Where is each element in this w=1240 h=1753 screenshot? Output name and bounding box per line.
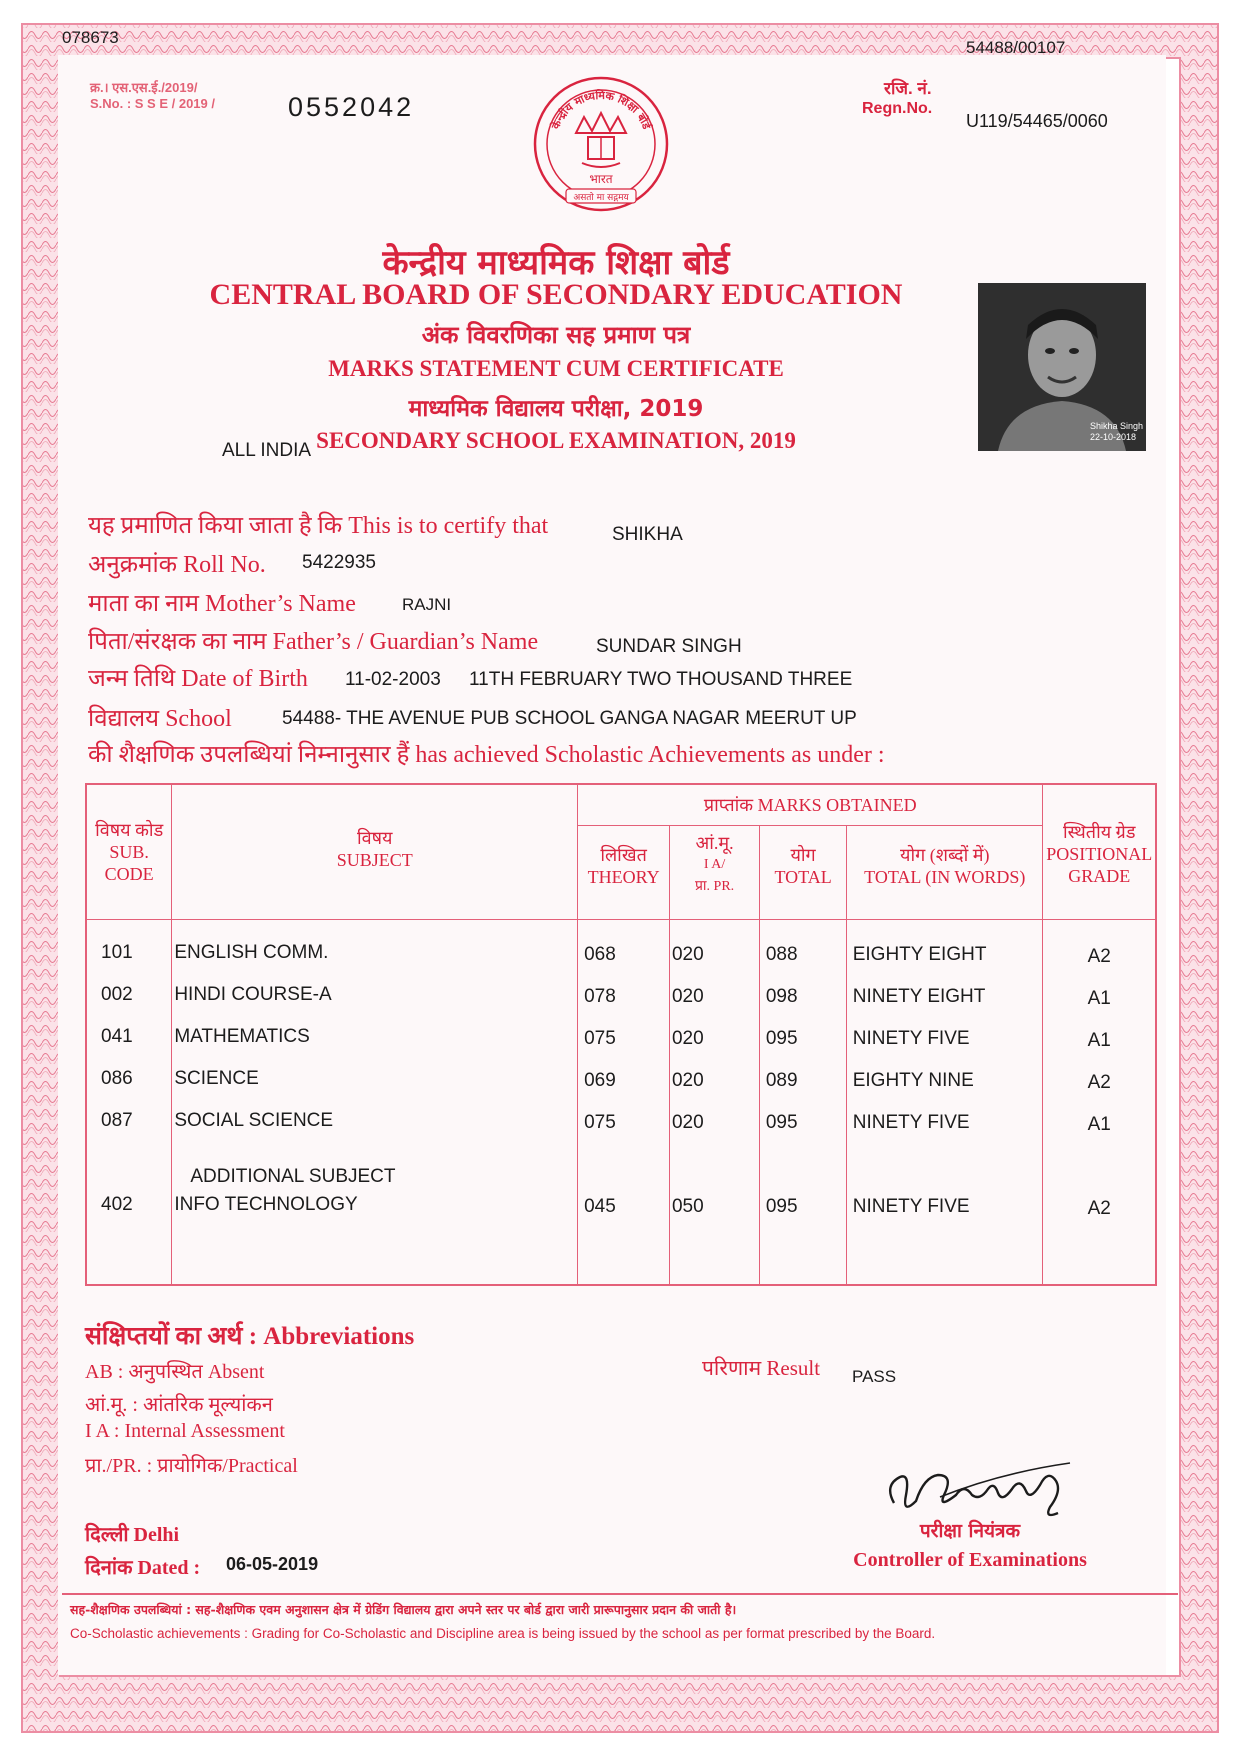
col-ia-header [670,826,760,919]
theory-cell: 045 [584,1196,616,1217]
theory-cell: 078 [584,986,616,1007]
total-cell: 088 [765,944,798,965]
col-total-hi: योग [790,845,816,865]
ia-cell: 020 [671,944,704,965]
subjects-column [172,920,578,1286]
col-theory-en: THEORY [587,867,660,887]
col-words-hi: योग (शब्दों में) [900,845,990,865]
col-code-en2: CODE [104,864,154,884]
exam-name-en: SECONDARY SCHOOL EXAMINATION, 2019 [316,428,796,453]
total-cell: 089 [765,1070,798,1091]
board-name-en: CENTRAL BOARD OF SECONDARY EDUCATION [209,278,903,311]
col-grade-en1: POSITIONAL [1046,844,1153,864]
theory-column [578,920,670,1286]
words-cell: NINETY EIGHT [852,986,986,1007]
grade-column [1043,920,1156,1286]
col-grade-header [1043,784,1156,920]
sno-value: 0552042 [288,92,415,122]
regn-label-en: Regn.No. [862,100,933,117]
sno-label-en: S.No. : S S E / 2019 / [90,96,215,111]
table-header [86,784,1156,920]
svg-text:केन्द्रीय माध्यमिक शिक्षा बोर् [548,88,655,132]
seal-country: भारत [589,172,613,186]
result-value: PASS [852,1367,897,1386]
col-grade-en2: GRADE [1068,866,1131,886]
grade-cell: A1 [1087,1114,1111,1135]
region: ALL INDIA [222,440,312,461]
photo-caption-date: 22-10-2018 [1090,432,1137,442]
col-code-en1: SUB. [109,842,149,862]
certify-label: यह प्रमाणित किया जाता है कि This is to certify that [88,513,549,539]
col-theory-hi: लिखित [600,845,647,865]
subject-cell: HINDI COURSE-A [174,984,332,1005]
words-cell: NINETY FIVE [852,1028,970,1049]
col-ia-pr: प्रा. PR. [694,879,735,894]
ia-cell: 050 [671,1196,704,1217]
regn-label-hi: रजि. नं. [884,79,932,98]
ia-cell: 020 [671,1070,704,1091]
table-body-row [86,920,1156,1286]
col-subject-header [172,784,578,920]
controller-title-en: Controller of Examinations [853,1549,1087,1571]
controller-title-hi: परीक्षा नियंत्रक [919,1520,1021,1542]
subject-cell: SCIENCE [174,1068,259,1089]
dob-value: 11-02-2003 [345,669,441,690]
ia-cell: 020 [671,986,704,1007]
col-ia-hi: आं.मू. [695,833,734,853]
subject-cell: INFO TECHNOLOGY [174,1194,358,1215]
code-cell: 101 [101,942,133,963]
subject-cell: SOCIAL SCIENCE [174,1110,334,1131]
abbrev-line-2: आं.मू. : आंतरिक मूल्यांकन [85,1394,273,1416]
abbrev-title: संक्षिप्तयों का अर्थ : Abbreviations [85,1323,415,1350]
total-cell: 098 [765,986,798,1007]
marks-obtained-label: प्राप्तांक MARKS OBTAINED [578,785,1042,826]
grade-cell: A2 [1087,1198,1111,1219]
place: दिल्ली Delhi [85,1524,180,1546]
grade-cell: A2 [1087,946,1111,967]
grade-cell: A2 [1087,1072,1111,1093]
abbrev-line-3: I A : Internal Assessment [85,1420,285,1442]
achieved-label: की शैक्षणिक उपलब्धियां निम्नानुसार हैं has achieved Scholastic Achievements as under : [88,742,885,768]
ia-column [669,920,759,1286]
sno-label-hi: क्र.। एस.एस.ई./2019/ [90,80,198,95]
seal-motto: असतो मा सद्गमय [573,193,629,203]
cert-title-hi: अंक विवरणिका सह प्रमाण पत्र [421,321,691,349]
theory-cell: 075 [584,1028,616,1049]
total-cell: 095 [765,1112,798,1133]
col-words-header [847,826,1042,919]
cbse-seal [532,75,670,213]
codes-column [86,920,172,1286]
code-cell: 002 [101,984,133,1005]
serial-top-right: 54488/00107 [966,38,1066,57]
abbrev-line-1: AB : अनुपस्थित Absent [85,1361,265,1383]
code-cell: 087 [101,1110,133,1131]
subject-cell: MATHEMATICS [174,1026,310,1047]
col-ia-en: I A/ [703,857,726,872]
dated-label: दिनांक Dated : [85,1557,201,1579]
col-subject-hi: विषय [356,828,393,848]
regn-value: U119/54465/0060 [966,111,1108,131]
col-code-hi: विषय कोड [95,820,164,840]
school-label: विद्यालय School [88,706,232,732]
abbrev-line-4: प्रा./PR. : प्रायोगिक/Practical [85,1455,298,1477]
dob-words: 11TH FEBRUARY TWO THOUSAND THREE [469,669,853,690]
footer-note-hi: सह-शैक्षणिक उपलब्धियां : सह-शैक्षणिक एवम अनुशासन क्षेत्र में ग्रेडिंग विद्यालय द्वारा अपने स्तर पर बोर्ड द्वारा जारी प्रारूपानुसार प्रदान की जाती है। [70,1602,737,1617]
candidate-photo [978,283,1146,451]
col-total-header [760,826,847,919]
grade-cell: A1 [1087,1030,1111,1051]
theory-cell: 075 [584,1112,616,1133]
words-cell: NINETY FIVE [852,1112,970,1133]
dob-label: जन्म तिथि Date of Birth [88,666,308,692]
roll-label: अनुक्रमांक Roll No. [88,552,266,578]
code-cell: 086 [101,1068,133,1089]
total-column [759,920,846,1286]
total-cell: 095 [765,1028,798,1049]
ia-cell: 020 [671,1112,704,1133]
col-subject-en: SUBJECT [336,850,413,870]
col-words-en: TOTAL (IN WORDS) [864,867,1026,887]
board-name-hi: केन्द्रीय माध्यमिक शिक्षा बोर्ड [382,243,730,283]
serial-top-left: 078673 [62,28,119,47]
words-cell: EIGHTY NINE [852,1070,974,1091]
col-code-header [86,784,172,920]
marks-table [85,783,1157,1286]
seal-top-text: केन्द्रीय माध्यमिक शिक्षा बोर्ड [548,88,654,132]
marks-obtained-group [578,784,1043,920]
cert-title-en: MARKS STATEMENT CUM CERTIFICATE [328,356,784,381]
roll-no: 5422935 [302,552,376,573]
ia-cell: 020 [671,1028,704,1049]
candidate-name: SHIKHA [612,524,683,545]
photo-caption-name: Shikha Singh [1090,421,1144,431]
words-column [846,920,1043,1286]
mother-label: माता का नाम Mother’s Name [88,591,356,617]
theory-cell: 069 [584,1070,616,1091]
father-name: SUNDAR SINGH [596,636,742,657]
footer-divider [62,1593,1178,1595]
words-cell: EIGHTY EIGHT [852,944,987,965]
dated-value: 06-05-2019 [226,1554,319,1574]
col-theory-header [578,826,670,919]
exam-name-hi: माध्यमिक विद्यालय परीक्षा, 2019 [408,396,704,422]
col-grade-hi: स्थितीय ग्रेड [1063,822,1136,842]
grade-cell: A1 [1087,988,1111,1009]
theory-cell: 068 [584,944,616,965]
words-cell: NINETY FIVE [852,1196,970,1217]
mother-name: RAJNI [402,595,452,614]
school-value: 54488- THE AVENUE PUB SCHOOL GANGA NAGAR MEERUT UP [282,708,857,729]
additional-subject-label: ADDITIONAL SUBJECT [190,1166,396,1187]
code-cell: 402 [101,1194,133,1215]
col-total-en: TOTAL [774,867,832,887]
footer-note-en: Co-Scholastic achievements : Grading for Co-Scholastic and Discipline area is being issued by the school as per format prescribed by the Board. [70,1626,936,1641]
subject-cell: ENGLISH COMM. [174,942,329,963]
total-cell: 095 [765,1196,798,1217]
code-cell: 041 [101,1026,133,1047]
result-label: परिणाम Result [702,1356,821,1380]
father-label: पिता/संरक्षक का नाम Father’s / Guardian’s Name [88,629,539,655]
